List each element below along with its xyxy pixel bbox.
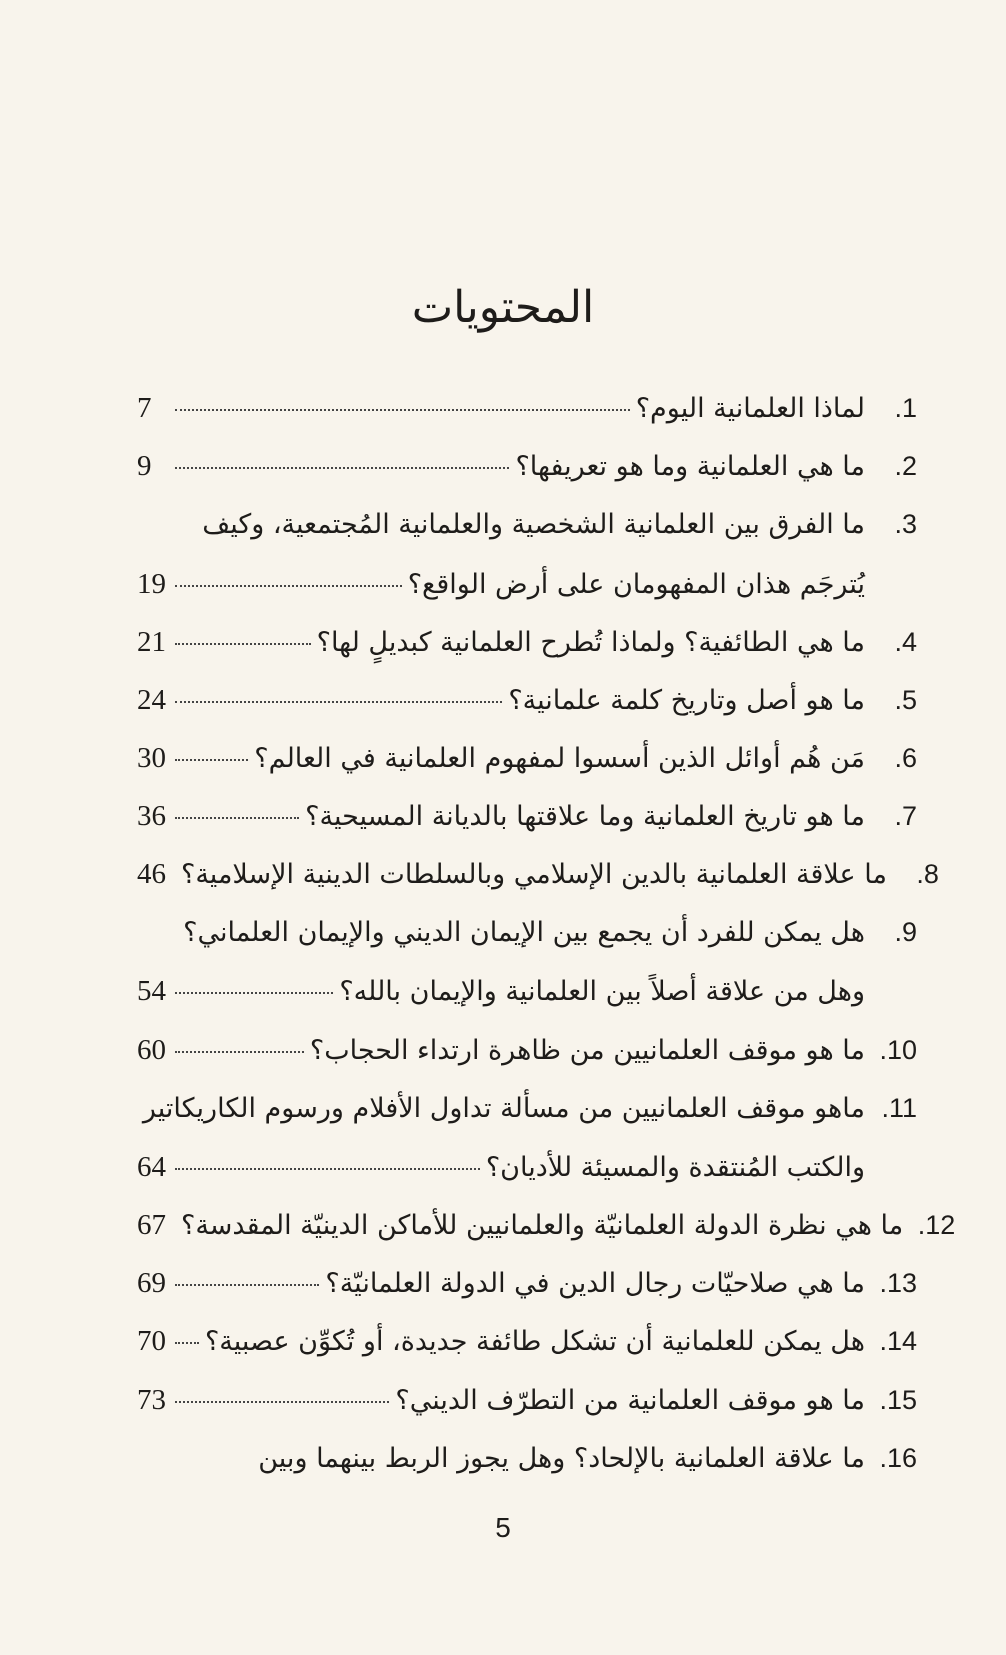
toc-entry[interactable] — [137, 504, 917, 544]
toc-entry-title: ما هي العلمانية وما هو تعريفها؟ — [515, 451, 865, 482]
toc-page-number: 73 — [137, 1384, 166, 1416]
toc-entry-number: 4. — [894, 627, 917, 657]
toc-page-number: 69 — [137, 1267, 166, 1299]
toc-entry-title: ما هو موقف العلمانيين من ظاهرة ارتداء الحجاب؟ — [309, 1035, 865, 1066]
toc-entry-title: هل يمكن للفرد أن يجمع بين الإيمان الديني والإيمان العلماني؟ — [183, 917, 865, 948]
toc-entry-title: وهل من علاقة أصلاً بين العلمانية والإيمان بالله؟ — [339, 976, 865, 1007]
toc-entry-title: ما علاقة العلمانية بالإلحاد؟ وهل يجوز الربط بينهما وبين — [258, 1443, 865, 1474]
toc-entry-number: 12. — [917, 1210, 956, 1240]
dot-leader — [175, 467, 509, 469]
toc-entry-number: 5. — [894, 685, 917, 715]
toc-entry[interactable] — [137, 1147, 917, 1187]
toc-page-number: 19 — [137, 568, 166, 600]
toc-entry-number: 2. — [894, 451, 917, 481]
dot-leader — [175, 1284, 319, 1286]
toc-entry[interactable] — [137, 854, 939, 894]
toc-page-number: 70 — [137, 1325, 166, 1357]
toc-entry-number: 9. — [894, 917, 917, 947]
toc-entry[interactable] — [137, 1205, 956, 1245]
toc-entry-title: ما هي صلاحيّات رجال الدين في الدولة العلمانيّة؟ — [325, 1268, 865, 1299]
toc-entry-title: والكتب المُنتقدة والمسيئة للأديان؟ — [485, 1152, 865, 1183]
toc-page-number: 64 — [137, 1151, 166, 1183]
dot-leader — [175, 1342, 199, 1344]
toc-entry-title: لماذا العلمانية اليوم؟ — [635, 393, 865, 424]
toc-entry[interactable] — [137, 1088, 917, 1128]
toc-entry[interactable] — [137, 680, 917, 720]
dot-leader — [175, 1168, 480, 1170]
toc-entry-title: هل يمكن للعلمانية أن تشكل طائفة جديدة، أو تُكوِّن عصبية؟ — [204, 1326, 865, 1357]
toc-entry-number: 1. — [894, 393, 917, 423]
toc-entry[interactable] — [137, 388, 917, 428]
page-number: 5 — [495, 1512, 511, 1543]
dot-leader — [175, 643, 311, 645]
dot-leader — [175, 759, 248, 761]
toc-page-number: 30 — [137, 742, 166, 774]
toc-entry[interactable] — [137, 622, 917, 662]
toc-entry-number: 11. — [881, 1093, 917, 1123]
dot-leader — [175, 409, 630, 411]
toc-entry[interactable] — [137, 796, 917, 836]
toc-page-number: 7 — [137, 392, 152, 424]
toc-entry[interactable] — [137, 564, 917, 604]
toc-entry-title: ما هو موقف العلمانية من التطرّف الديني؟ — [395, 1385, 865, 1416]
toc-entry-title: يُترجَم هذان المفهومان على أرض الواقع؟ — [407, 569, 865, 600]
toc-entry[interactable] — [137, 738, 917, 778]
toc-entry-number: 13. — [879, 1268, 917, 1298]
toc-entry[interactable] — [137, 1263, 917, 1303]
toc-page-number: 24 — [137, 684, 166, 716]
toc-entry[interactable] — [137, 446, 917, 486]
toc-entry[interactable] — [137, 1438, 917, 1478]
toc-entry-title: ما هو أصل وتاريخ كلمة علمانية؟ — [508, 685, 865, 716]
page-title: المحتويات — [411, 282, 595, 333]
toc-entry-title: ما هي الطائفية؟ ولماذا تُطرح العلمانية كبديلٍ لها؟ — [316, 627, 865, 658]
toc-entry-number: 14. — [879, 1326, 917, 1356]
toc-entry-number: 8. — [916, 859, 939, 889]
toc-page-number: 36 — [137, 800, 166, 832]
dot-leader — [175, 1401, 389, 1403]
toc-entry-title: ما الفرق بين العلمانية الشخصية والعلمانية المُجتمعية، وكيف — [202, 509, 865, 540]
toc-entry[interactable] — [137, 1321, 917, 1361]
toc-entry-title: مَن هُم أوائل الذين أسسوا لمفهوم العلمانية في العالم؟ — [254, 743, 865, 774]
toc-entry-title: ماهو موقف العلمانيين من مسألة تداول الأفلام ورسوم الكاريكاتير — [142, 1093, 865, 1124]
toc-page-number: 54 — [137, 975, 166, 1007]
dot-leader — [175, 992, 333, 994]
toc-entry-title: ما هي نظرة الدولة العلمانيّة والعلمانيين للأماكن الدينيّة المقدسة؟ — [181, 1210, 904, 1241]
toc-entry-number: 15. — [879, 1385, 917, 1415]
toc-entry-number: 6. — [894, 743, 917, 773]
toc-page-number: 21 — [137, 626, 166, 658]
dot-leader — [175, 585, 402, 587]
dot-leader — [175, 1051, 304, 1053]
toc-entry[interactable] — [137, 971, 917, 1011]
toc-entry-number: 16. — [879, 1443, 917, 1473]
toc-page-number: 67 — [137, 1209, 166, 1241]
toc-entry[interactable] — [137, 1030, 917, 1070]
toc-page-number: 46 — [137, 858, 166, 890]
toc-entry-number: 3. — [894, 509, 917, 539]
toc-page-number: 9 — [137, 450, 152, 482]
dot-leader — [175, 817, 299, 819]
toc-entry-title: ما علاقة العلمانية بالدين الإسلامي وبالسلطات الدينية الإسلامية؟ — [181, 859, 887, 890]
toc-entry[interactable] — [137, 912, 917, 952]
toc-entry[interactable] — [137, 1380, 917, 1420]
toc-entry-number: 7. — [894, 801, 917, 831]
toc-entry-title: ما هو تاريخ العلمانية وما علاقتها بالديانة المسيحية؟ — [305, 801, 865, 832]
toc-page-number: 60 — [137, 1034, 166, 1066]
dot-leader — [175, 701, 502, 703]
toc-entry-number: 10. — [879, 1035, 917, 1065]
